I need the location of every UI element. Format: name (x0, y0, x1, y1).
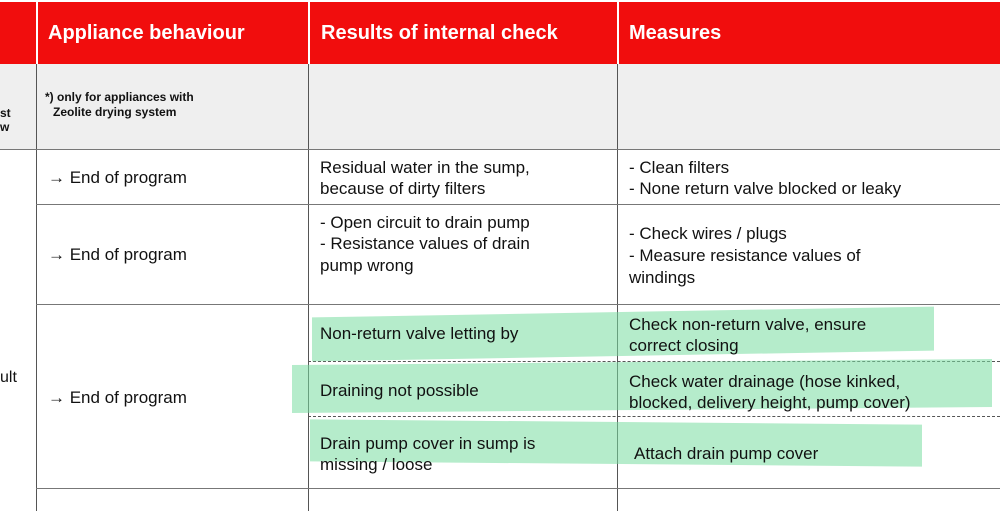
note-line-2: Zeolite drying system (53, 105, 177, 119)
row-measure-line: - Check wires / plugs (629, 224, 787, 243)
subrow-measure-line: Attach drain pump cover (634, 444, 819, 463)
note-line-1: *) only for appliances with (45, 90, 194, 104)
grid-line (36, 488, 1000, 489)
row-result-line: - Resistance values of drain (320, 234, 530, 253)
header-divider (308, 2, 310, 64)
dashed-separator (308, 416, 1000, 417)
row-measure-line: - Measure resistance values of (629, 246, 861, 265)
subrow-measure-line: correct closing (629, 336, 739, 355)
header-measures: Measures (629, 22, 722, 44)
row-result-line: because of dirty filters (320, 179, 486, 198)
subrow-measure-line: Check non-return valve, ensure (629, 315, 867, 334)
row-behaviour: → End of program (48, 388, 187, 407)
grid-line (36, 64, 37, 511)
subrow-result-line: Draining not possible (320, 381, 479, 400)
subrow-result-line: Non-return valve letting by (320, 324, 519, 343)
grid-line (0, 149, 1000, 150)
row-measure-line: windings (629, 268, 696, 287)
subrow-result-line: missing / loose (320, 455, 433, 474)
subrow-measure-line: blocked, delivery height, pump cover) (629, 393, 911, 412)
left-fragment: ult (0, 369, 17, 386)
row-behaviour: → End of program (48, 245, 187, 264)
subrow-result-line: Drain pump cover in sump is (320, 434, 536, 453)
header-results-internal-check: Results of internal check (321, 22, 558, 44)
row-result-line: pump wrong (320, 256, 414, 275)
row-measure-line: - Clean filters (629, 158, 730, 177)
table-header (0, 2, 1000, 64)
grid-line (36, 304, 1000, 305)
subrow-measure-line: Check water drainage (hose kinked, (629, 372, 901, 391)
row-result-line: Residual water in the sump, (320, 158, 530, 177)
row-result-line: - Open circuit to drain pump (320, 213, 530, 232)
header-appliance-behaviour: Appliance behaviour (48, 22, 245, 44)
row-behaviour: → End of program (48, 168, 187, 187)
left-fragment: w (0, 120, 10, 134)
header-divider (36, 2, 38, 64)
row-measure-line: - None return valve blocked or leaky (629, 179, 902, 198)
header-divider (617, 2, 619, 64)
left-fragment: st (0, 106, 11, 120)
grid-line (36, 204, 1000, 205)
grid-line (308, 64, 309, 511)
